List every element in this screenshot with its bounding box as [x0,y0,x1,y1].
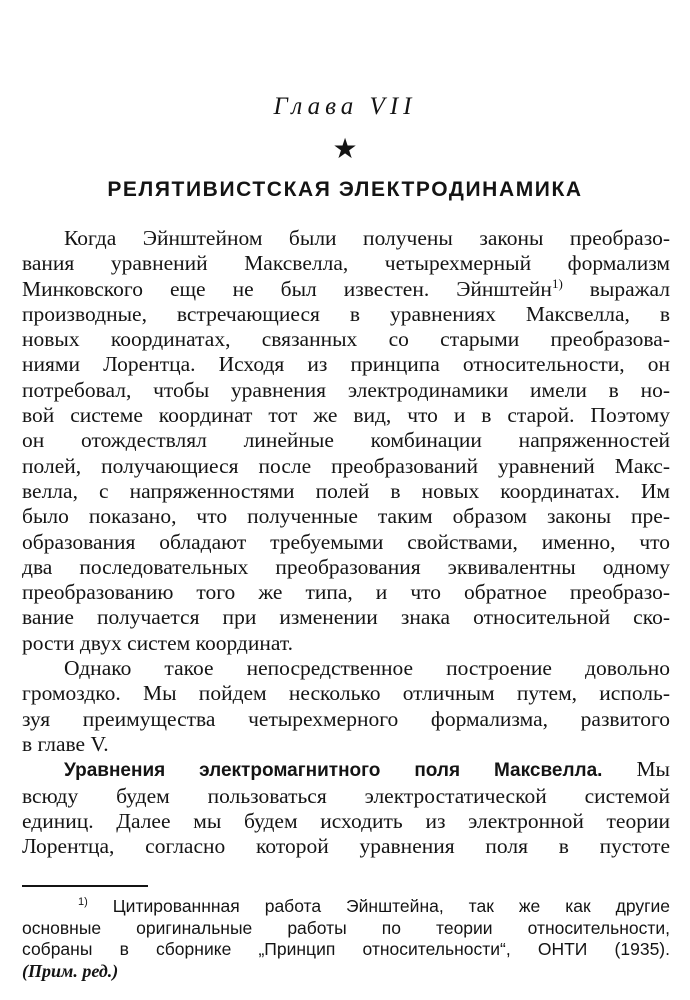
star-ornament: ★ [332,134,358,165]
text-run: выражал [562,276,670,301]
text-line: вание получается при изменении знака относительной ско- [22,605,670,630]
text-line: образования обладают требуемыми свойствами, именно, что [22,529,670,554]
footnote-marker: 1) [551,275,563,291]
footnote-line: основные оригинальные работы по теории относительности, [22,917,670,938]
text-line: Когда Эйнштейном были получены законы преобразо- [64,226,670,250]
text-line: единиц. Далее мы будем исходить из электронной теории [22,808,670,833]
text-line: преобразованию того же типа, и что обратное преобразо- [22,580,670,605]
chapter-label: Глава VII [273,93,417,120]
footnote-line [22,896,670,918]
text-run: Цитированнная работа Эйнштейна, так же как другие [87,896,670,916]
text-line: велла, с напряженностями полей в новых координатах. Им [22,478,670,503]
text-run: Мы [602,757,670,782]
text-run: Минковского еще не был известен. Эйнштейн [22,276,552,301]
text-line: в главе V. [22,731,109,756]
text-line: он отождествлял линейные комбинации напряженностей [22,428,670,453]
text-line: потребовал, чтобы уравнения электродинамики имели в но- [22,377,670,402]
paragraph-1 [22,226,670,656]
paragraph-3 [22,757,670,859]
text-line: зуя преимущества четырехмерного формализма, развитого [22,706,670,731]
footnote-line: собраны в сборнике „Принцип относительности“, ОНТИ (1935). [22,939,670,959]
text-line [22,757,670,783]
text-line [22,277,670,302]
text-line: производные, встречающиеся в уравнениях Максвелла, в [22,301,670,326]
footnote-number: 1) [78,896,88,908]
text-line: новых координатах, связанных со старыми преобразова- [22,327,670,352]
footnote-rule [22,885,148,887]
text-line: полей, получающиеся после преобразований уравнений Макс- [22,453,670,478]
footnote [22,896,670,982]
body-text [22,226,670,859]
text-line: два последовательных преобразования эквивалентны одному [22,554,670,579]
text-line: громоздко. Мы пойдем несколько отличным путем, исполь- [22,681,670,706]
text-line: вой системе координат тот же вид, что и в старой. Поэтому [22,403,670,428]
text-line: рости двух систем координат. [22,630,294,655]
text-line: Однако такое непосредственное построение довольно [64,656,670,681]
text-line: всюду будем пользоваться электростатической системой [22,783,670,808]
chapter-title: РЕЛЯТИВИСТСКАЯ ЭЛЕКТРОДИНАМИКА [107,178,583,201]
editor-note: (Прим. ред.) [22,960,119,981]
text-line: было показано, что полученные таким образом законы пре- [22,504,670,529]
section-heading: Уравнения электромагнитного поля Максвелла. [64,760,603,782]
text-line: ниями Лорентца. Исходя из принципа относительности, он [22,352,670,377]
text-line: Лорентца, согласно которой уравнения поля в пустоте [22,834,670,859]
text-line: вания уравнений Максвелла, четырехмерный формализм [22,251,670,276]
paragraph-2 [22,656,670,757]
